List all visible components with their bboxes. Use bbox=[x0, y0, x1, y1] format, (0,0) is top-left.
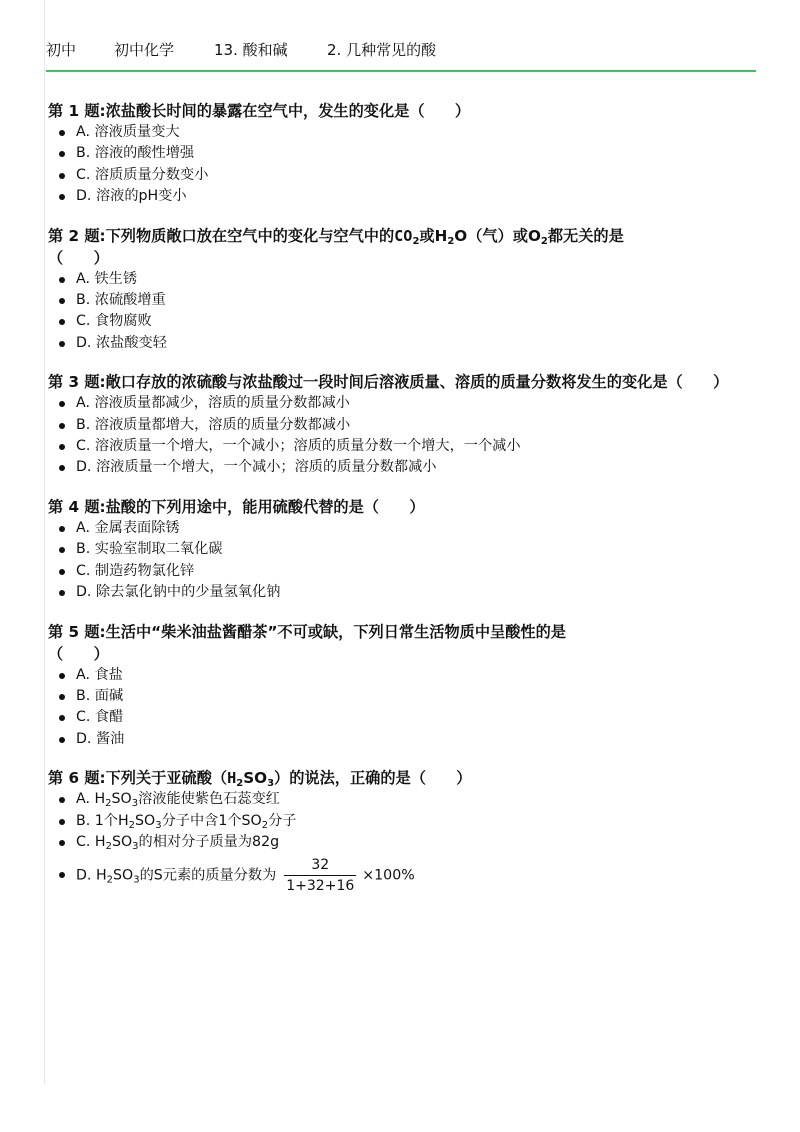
breadcrumb-unit[interactable]: 13. 酸和碱 bbox=[214, 41, 288, 59]
option-text: 分子中含1个SO bbox=[161, 812, 262, 829]
question-6-option-a[interactable] bbox=[76, 789, 756, 810]
question-2-option-d[interactable]: D. 浓盐酸变轻 bbox=[76, 333, 756, 354]
subscript: 3 bbox=[132, 840, 139, 852]
option-text: 的S元素的质量分数为 bbox=[139, 867, 277, 884]
subscript: 2 bbox=[105, 798, 112, 810]
option-text: D. H bbox=[76, 867, 107, 884]
question-6-option-b[interactable] bbox=[76, 811, 756, 832]
fraction-denominator: 1+32+16 bbox=[286, 878, 355, 895]
option-text: B. 1个H bbox=[76, 812, 129, 829]
question-5-option-b[interactable]: B. 面碱 bbox=[76, 686, 756, 707]
subscript: 3 bbox=[133, 874, 140, 886]
question-2-option-c[interactable]: C. 食物腐败 bbox=[76, 311, 756, 332]
question-6-option-d[interactable] bbox=[76, 856, 756, 894]
question-6-option-c[interactable] bbox=[76, 832, 756, 853]
question-1-option-b[interactable]: B. 溶液的酸性增强 bbox=[76, 143, 756, 164]
option-text: C. H bbox=[76, 833, 106, 850]
option-text: 溶液能使紫色石蕊变红 bbox=[138, 791, 280, 808]
question-2-subscript: 2 bbox=[540, 235, 548, 247]
question-2-title-text: 第 2 题:下列物质敞口放在空气中的变化与空气中的 bbox=[48, 226, 395, 245]
question-5 bbox=[48, 621, 756, 751]
question-3-option-a[interactable]: A. 溶液质量都减少，溶质的质量分数都减小 bbox=[76, 393, 756, 414]
breadcrumb bbox=[46, 40, 756, 70]
fraction bbox=[284, 856, 356, 895]
question-3-option-d[interactable]: D. 溶液质量一个增大，一个减小；溶质的质量分数都减小 bbox=[76, 457, 756, 478]
breadcrumb-subject[interactable]: 初中化学 bbox=[114, 41, 175, 59]
question-4-option-d[interactable]: D. 除去氯化钠中的少量氢氧化钠 bbox=[76, 582, 756, 603]
question-1-option-d[interactable]: D. 溶液的pH变小 bbox=[76, 186, 756, 207]
question-5-title-bracket: （ ） bbox=[48, 644, 109, 663]
question-2-title-text: 都无关的是 bbox=[547, 226, 624, 245]
question-2-subscript: 2 bbox=[447, 235, 455, 247]
header-divider bbox=[46, 70, 756, 72]
option-text: ×100% bbox=[362, 867, 415, 884]
question-1-options bbox=[48, 122, 756, 208]
question-2-title-text: O（气）或O bbox=[454, 226, 541, 245]
option-text: SO bbox=[135, 812, 156, 829]
subscript: 2 bbox=[105, 840, 112, 852]
question-3 bbox=[48, 371, 756, 479]
question-5-option-c[interactable]: C. 食醋 bbox=[76, 707, 756, 728]
question-1-title: 第 1 题:浓盐酸长时间的暴露在空气中，发生的变化是（ ） bbox=[48, 102, 471, 120]
question-3-option-c[interactable]: C. 溶液质量一个增大，一个减小；溶质的质量分数一个增大，一个减小 bbox=[76, 436, 756, 457]
question-4-option-c[interactable]: C. 制造药物氯化锌 bbox=[76, 561, 756, 582]
question-2-title-bracket: （ ） bbox=[48, 248, 109, 267]
subscript: 2 bbox=[106, 874, 113, 886]
question-5-title bbox=[48, 621, 756, 665]
question-3-option-b[interactable]: B. 溶液质量都增大，溶质的质量分数都减小 bbox=[76, 415, 756, 436]
subscript: 2 bbox=[128, 819, 136, 831]
option-text: SO bbox=[113, 867, 134, 884]
breadcrumb-level-stage[interactable]: 初中 bbox=[46, 41, 77, 59]
question-6-options bbox=[48, 789, 756, 894]
subscript: 3 bbox=[155, 819, 162, 831]
question-1 bbox=[48, 100, 756, 208]
question-list bbox=[48, 100, 756, 911]
question-5-option-d[interactable]: D. 酱油 bbox=[76, 729, 756, 750]
question-2-option-a[interactable]: A. 铁生锈 bbox=[76, 269, 756, 290]
option-text: 分子 bbox=[268, 812, 297, 829]
question-6 bbox=[48, 767, 756, 894]
question-4-title: 第 4 题:盐酸的下列用途中，能用硫酸代替的是（ ） bbox=[48, 497, 425, 516]
question-5-option-a[interactable]: A. 食盐 bbox=[76, 665, 756, 686]
question-3-options bbox=[48, 393, 756, 479]
question-2-options bbox=[48, 269, 756, 355]
question-4-option-b[interactable]: B. 实验室制取二氧化碳 bbox=[76, 539, 756, 560]
question-6-subscript: 3 bbox=[267, 778, 275, 790]
question-2-formula-co2: CO bbox=[394, 226, 413, 245]
question-6-title-text: ）的说法，正确的是（ ） bbox=[274, 769, 472, 788]
breadcrumb-topic[interactable]: 2. 几种常见的酸 bbox=[327, 41, 437, 59]
question-6-title-text: 第 6 题:下列关于亚硫酸（ bbox=[48, 769, 228, 788]
question-2 bbox=[48, 225, 756, 355]
question-4-options bbox=[48, 518, 756, 604]
subscript: 2 bbox=[261, 819, 269, 831]
question-1-option-a[interactable]: A. 溶液质量变大 bbox=[76, 122, 756, 143]
question-6-title bbox=[48, 767, 756, 789]
question-6-formula-h: H bbox=[227, 769, 237, 788]
option-text: SO bbox=[111, 833, 133, 850]
question-6-subscript: 2 bbox=[236, 778, 244, 790]
question-6-formula-so: SO bbox=[243, 769, 268, 788]
question-2-subscript: 2 bbox=[412, 235, 420, 247]
fraction-numerator: 32 bbox=[284, 856, 356, 876]
question-4-option-a[interactable]: A. 金属表面除锈 bbox=[76, 518, 756, 539]
option-text: 的相对分子质量为82g bbox=[138, 833, 280, 850]
question-5-options bbox=[48, 665, 756, 751]
question-4 bbox=[48, 496, 756, 604]
question-1-option-c[interactable]: C. 溶质质量分数变小 bbox=[76, 165, 756, 186]
option-text: A. H bbox=[76, 791, 106, 808]
option-text: SO bbox=[111, 791, 132, 808]
left-margin-rule bbox=[44, 0, 45, 1085]
question-3-title: 第 3 题:敞口存放的浓硫酸与浓盐酸过一段时间后溶液质量、溶质的质量分数将发生的变化是（ ） bbox=[48, 373, 729, 392]
question-2-option-b[interactable]: B. 浓硫酸增重 bbox=[76, 290, 756, 311]
question-2-title-text: 或H bbox=[419, 226, 448, 245]
question-5-title-text: 第 5 题:生活中“柴米油盐酱醋茶”不可或缺，下列日常生活物质中呈酸性的是 bbox=[48, 622, 566, 641]
question-2-title bbox=[48, 225, 756, 269]
subscript: 3 bbox=[131, 798, 139, 810]
